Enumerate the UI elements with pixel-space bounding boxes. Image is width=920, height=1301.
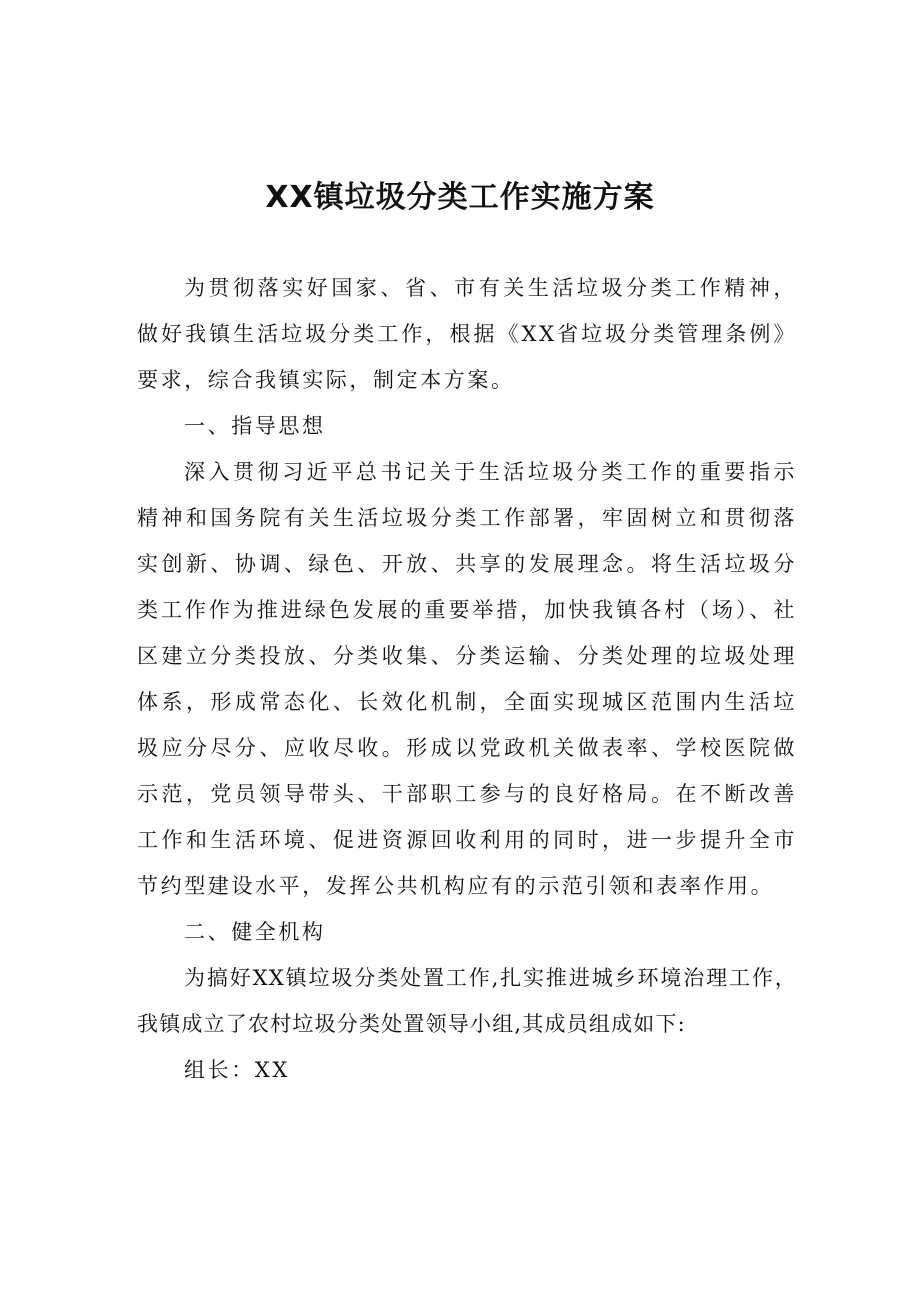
section-2-paragraph: 为搞好XX镇垃圾分类处置工作,扎实推进城乡环境治理工作，我镇成立了农村垃圾分类处置领导小组,其成员组成如下: (137, 966, 797, 1036)
leader-line: 组长：XX (184, 1058, 290, 1082)
intro-paragraph: 为贯彻落实好国家、省、市有关生活垃圾分类工作精神，做好我镇生活垃圾分类工作，根据《XX省垃圾分类管理条例》要求，综合我镇实际，制定本方案。 (137, 276, 797, 392)
section-1-heading: 一、指导思想 (184, 414, 326, 438)
section-1-paragraph: 深入贯彻习近平总书记关于生活垃圾分类工作的重要指示精神和国务院有关生活垃圾分类工作部署，牢固树立和贯彻落实创新、协调、绿色、开放、共享的发展理念。将生活垃圾分类工作作为推进绿色发展的重要举措，加快我镇各村（场）、社区建立分类投放、分类收集、分类运输、分类处理的垃圾处理体系，形成常态化、长效化机制，全面实现城区范围内生活垃圾应分尽分、应收尽收。形成以党政机关做表率、学校医院做示范，党员领导带头、干部职工参与的良好格局。在不断改善工作和生活环境、促进资源回收利用的同时，进一步提升全市节约型建设水平，发挥公共机构应有的示范引领和表率作用。 (137, 460, 797, 898)
section-2-heading: 二、健全机构 (184, 920, 326, 944)
document-title: XX镇垃圾分类工作实施方案 (265, 180, 655, 215)
document-body (137, 265, 797, 1093)
